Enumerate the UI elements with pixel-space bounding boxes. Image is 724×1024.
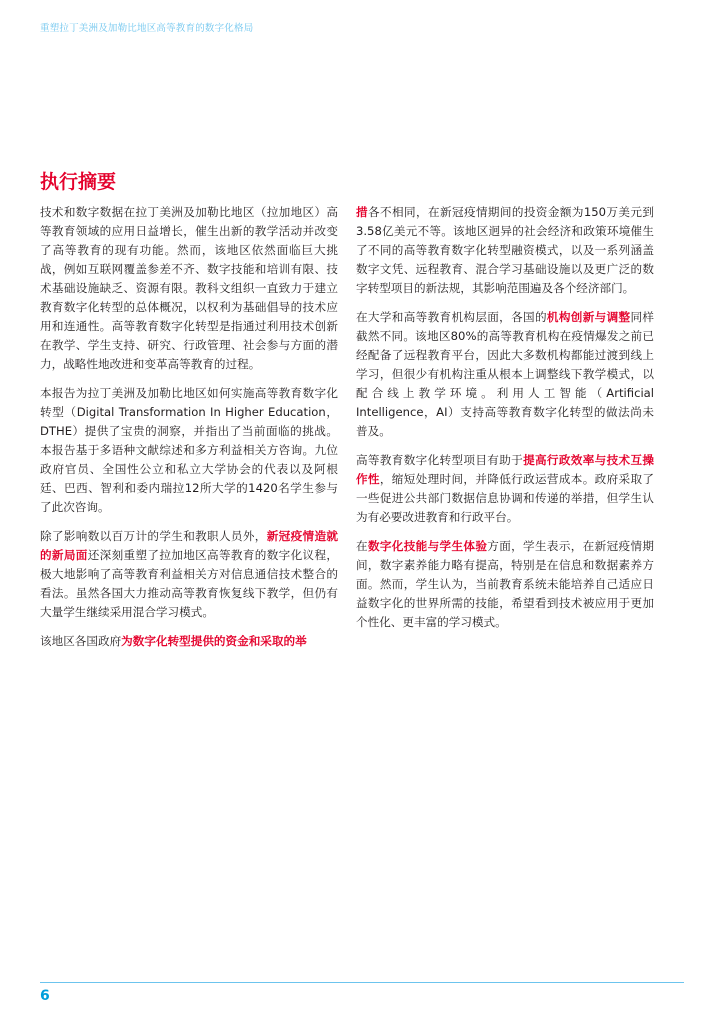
highlighted-phrase: 数字化技能与学生体验 [367,539,488,553]
body-paragraph [40,203,338,374]
highlighted-phrase: 为数字化转型提供的资金和采取的举 [121,634,307,648]
body-paragraph [40,527,338,622]
body-paragraph [40,632,338,651]
footer-divider [40,982,684,983]
body-paragraph [356,203,654,298]
highlighted-phrase: 措 [356,205,368,219]
paragraph-text: 除了影响数以百万计的学生和教职人员外， [40,529,267,543]
paragraph-text: 同样截然不同。该地区80%的高等教育机构在疫情爆发之前已经配备了远程教育平台，因此大多数机构都能过渡到线上学习，但很少有机构注重从根本上调整线下教学模式，以配合线上教学环境。利用人工智能（Artificial Intelligence，AI）支持高等教育数字化转型的做法尚未普及。 [356,310,654,438]
body-paragraph [40,384,338,517]
body-paragraph [356,537,654,632]
left-column [40,203,338,661]
paragraph-text: ，缩短处理时间，并降低行政运营成本。政府采取了一些促进公共部门数据信息协调和传递的举措，但学生认为有必要改进教育和行政平台。 [356,472,654,524]
right-column [356,203,654,642]
running-header: 重塑拉丁美洲及加勒比地区高等教育的数字化格局 [40,23,254,34]
body-paragraph [356,308,654,441]
paragraph-text: 技术和数字数据在拉丁美洲及加勒比地区（拉加地区）高等教育领域的应用日益增长，催生出新的教学活动并改变了高等教育的现有功能。然而，该地区依然面临巨大挑战，例如互联网覆盖参差不齐、数字技能和培训有限、技术基础设施缺乏、资源有限。教科文组织一直致力于建立教育数字化转型的总体概况，以权利为基础倡导的技术应用和连通性。高等教育数字化转型是指通过利用技术创新在教学、学生支持、研究、行政管理、社会参与方面的潜力，战略性地改进和变革高等教育的过程。 [40,205,338,371]
body-paragraph [356,451,654,527]
page-number: 6 [40,988,50,1004]
paragraph-text: 方面，学生表示，在新冠疫情期间，数字素养能力略有提高，特别是在信息和数据素养方面。然而，学生认为，当前教育系统未能培养自己适应日益数字化的世界所需的技能，希望看到技术被应用于更加个性化、更丰富的学习模式。 [356,539,654,629]
paragraph-text: 高等教育数字化转型项目有助于 [356,453,524,467]
paragraph-text: 本报告为拉丁美洲及加勒比地区如何实施高等教育数字化转型（Digital Transformation In Higher Education，DTHE）提供了宝贵的洞察，并指出了当前面临的挑战。本报告基于多语种文献综述和多方利益相关方咨询。九位政府官员、全国性公立和私立大学协会的代表以及阿根廷、巴西、智利和委内瑞拉12所大学的1420名学生参与了此次咨询。 [40,386,338,514]
paragraph-text: 在 [356,539,368,553]
paragraph-text: 各不相同，在新冠疫情期间的投资金额为150万美元到3.58亿美元不等。该地区迥异的社会经济和政策环境催生了不同的高等教育数字化转型融资模式，以及一系列涵盖数字文凭、远程教育、混合学习基础设施以及更广泛的数字转型项目的新法规，其影响范围遍及各个经济部门。 [356,205,654,295]
paragraph-text: 在大学和高等教育机构层面，各国的 [356,310,547,324]
page-title: 执行摘要 [40,171,117,193]
highlighted-phrase: 机构创新与调整 [546,310,631,324]
highlighted-phrase: 提高行政效率与技术互操作性 [356,453,654,486]
paragraph-text: 还深刻重塑了拉加地区高等教育的数字化议程，极大地影响了高等教育利益相关方对信息通信技术整合的看法。虽然各国大力推动高等教育恢复线下教学，但仍有大量学生继续采用混合学习模式。 [40,548,338,619]
paragraph-text: 该地区各国政府 [40,634,122,648]
highlighted-phrase: 新冠疫情造就的新局面 [40,529,338,562]
